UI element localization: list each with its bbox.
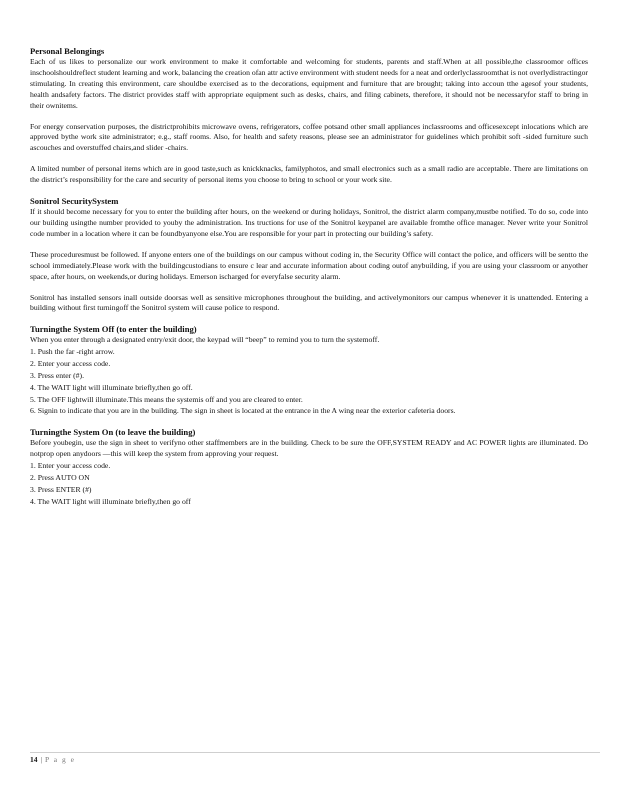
paragraph: When you enter through a designated entry/exit door, the keypad will “beep” to remind you to turn the systemoff. [30, 335, 380, 345]
paragraph: A limited number of personal items which are in good taste,such as knickknacks, familyphotos, and small electronics such as a small radio are acceptable. There are limitations on the district’s responsibility for the care and security of personal items you choose to bring to school or your work site. [30, 164, 588, 185]
page-content [30, 46, 588, 508]
list-item: 5. The OFF lightwill illuminate.This means the systemis off and you are cleared to enter. [30, 395, 303, 405]
paragraph: If it should become necessary for you to enter the building after hours, on the weekend or during holidays, Sonitrol, the district alarm company,mustbe notified. To do so, code into our building usingthe number provided to youby the administration. Ins tructions for use of the Sonitrol keypanel are available fromthe office manager. Never write your Sonitrol code number in a location where it can be foundbyanyone else.You are responsible for your part in protecting our building’s safety. [30, 207, 588, 238]
list-item: 3. Press enter (#). [30, 371, 85, 381]
list-item: 4. The WAIT light will illuminate briefly,then go off [30, 496, 191, 506]
page-footer [30, 752, 600, 764]
paragraph: For energy conservation purposes, the districtprohibits microwave ovens, refrigerators, coffee potsand other small appliances inclassrooms and officesexcept inlocations which are approved bythe work site administrator; e.g., staff rooms. Also, for health and safety reasons, please see an administrator for guidelines which prohibit soft -sided furniture such ascouches and overstuffed chairs,and slider -chairs. [30, 121, 588, 153]
paragraph: These proceduresmust be followed. If anyone enters one of the buildings on our campus without coding in, the Security Office will contact the police, and officers will be sentto the school immediately.Please work with the buildingcustodians to ensure c lear and accurate information about coding outof anybuilding, if you are using your classroom or anyother space, after hours, on weekends,or during holidays. Emerson ischarged for everyfalse security alarm. [30, 249, 588, 281]
section-heading-system-off: Turningthe System Off (to enter the building) [30, 324, 197, 335]
section-heading-system-on: Turningthe System On (to leave the building) [30, 427, 196, 438]
page-label: P a g e [45, 755, 76, 764]
list-item: 4. The WAIT light will illuminate briefly,then go off. [30, 383, 193, 393]
section-heading-personal-belongings: Personal Belongings [30, 46, 105, 56]
list-item: 2. Press AUTO ON [30, 472, 90, 482]
list-item: 1. Enter your access code. [30, 460, 111, 470]
paragraph: Sonitrol has installed sensors inall outside doorsas well as sensitive microphones throughout the building, and activelymonitors our campus whenever it is unattended. Entering a building without first turningoff the Sonitrol system will cause police to respond. [30, 292, 588, 313]
steps-list-system-off [30, 346, 588, 417]
paragraph: Before youbegin, use the sign in sheet to verifyno other staffmembers are in the building. Check to be sure the OFF,SYSTEM READY and AC POWER lights are illuminated. Do notprop open anydoors —this will keep the system from approving your request. [30, 438, 588, 459]
page-number: 14 [30, 755, 38, 764]
list-item: 6. Signin to indicate that you are in the building. The sign in sheet is located at the entrance in the A wing near the exterior cafeteria doors. [30, 406, 456, 416]
footer-separator: | [40, 755, 43, 764]
section-heading-security-system: Sonitrol SecuritySystem [30, 196, 119, 207]
steps-list-system-on [30, 460, 588, 508]
list-item: 3. Press ENTER (#) [30, 484, 92, 494]
paragraph: Each of us likes to personalize our work environment to make it comfortable and welcoming for students, parents and staff.When at all possible,the classroomor offices inschoolshouldreflect student learning and work, balancing the creation ofan attr active environment with student needs for a neat and orderlyclassroomthat is not overlydistractingor stimulating. In creating this environment, care shouldbe exercised as to the decorations, equipment and furniture that are brought; taking into accoun tthe agesof your students, health andsafety factors. The district provides staff with appropriate equipment such as desks, chairs, and filing cabinets, therefore, it should not be necessaryfor staff to bring in their ownitems. [30, 57, 588, 110]
list-item: 2. Enter your access code. [30, 359, 111, 369]
list-item: 1. Push the far -right arrow. [30, 347, 115, 357]
